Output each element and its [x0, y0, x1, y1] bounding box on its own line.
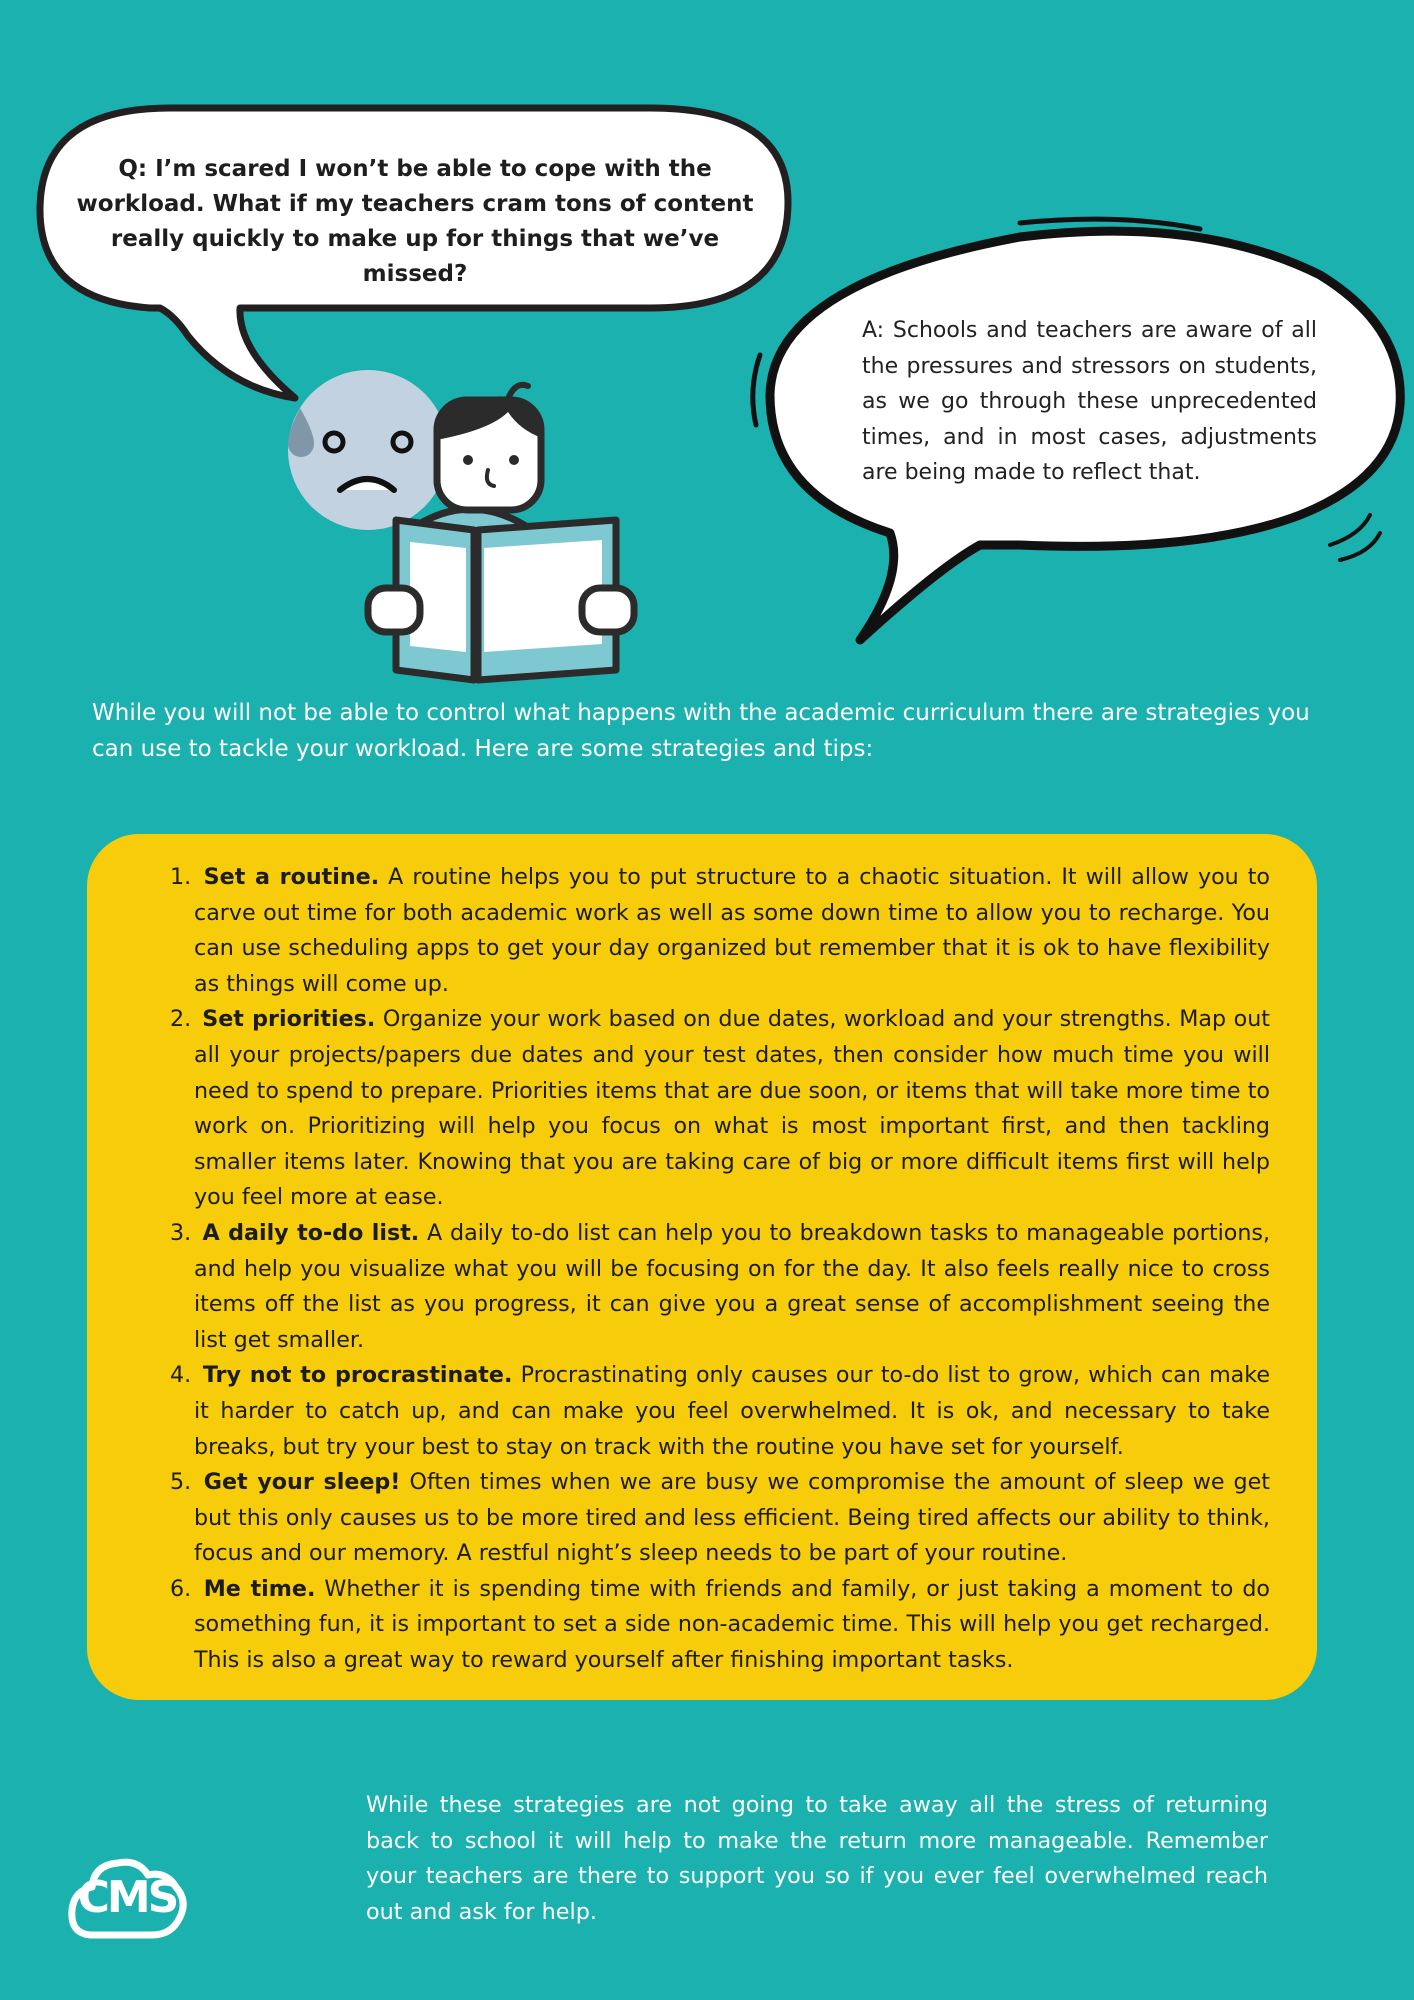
tip-title: Set a routine. [194, 864, 380, 890]
logo-text: CMS [77, 1872, 177, 1923]
answer-text: A: Schools and teachers are aware of all the pressures and stressors on students, as we go through these unprecedented times, and in most cases, adjustments are being made to reflect that. [862, 318, 1317, 485]
tip-title: Get your sleep! [194, 1469, 401, 1496]
tip-body: Organize your work based on due dates, workload and your strengths. Map out all your projects/papers due dates and your test dates, then consider how much time you will need to spend to prepare. Priorities items that are due soon, or items that will take more time to work on. Prioritizing will help you focus on what is most important first, and then tackling smaller items later. Knowing that you are taking care of big or more difficult items first will help you feel more at ease. [194, 1006, 1270, 1211]
tip-body: Whether it is spending time with friends and family, or just taking a moment to do something fun, it is important to set a side non-academic time. This will help you get recharged. This is also a great way to reward yourself after finishing important tasks. [194, 1575, 1270, 1674]
tip-item [170, 1572, 1270, 1679]
student-reading-icon [270, 360, 650, 690]
tip-title: A daily to-do list. [194, 1219, 420, 1246]
tip-item [170, 1216, 1270, 1358]
tip-body: A daily to-do list can help you to breakdown tasks to manageable portions, and help you visualize what you will be focusing on for the day. It also feels really nice to cross items off the list as you progress, it can give you a great sense of accomplishment seeing the list get smaller. [194, 1219, 1270, 1353]
tip-title: Set priorities. [194, 1006, 376, 1033]
tip-number: 6. [170, 1575, 192, 1602]
tip-item [170, 1358, 1270, 1465]
tip-number: 1. [170, 864, 192, 890]
tips-box [87, 834, 1317, 1700]
tip-title: Try not to procrastinate. [194, 1362, 513, 1389]
tip-body: Often times when we are busy we compromise the amount of sleep we get but this only causes us to be more tired and less efficient. Being tired affects our ability to think, focus and our memory. A restful night’s sleep needs to be part of your routine. [194, 1469, 1270, 1567]
tip-number: 2. [170, 1006, 192, 1033]
tip-number: 5. [170, 1469, 192, 1496]
tip-item [170, 860, 1270, 1002]
closing-text: While these strategies are not going to take away all the stress of returning back to school it will help to make the return more manageable. Remember your teachers are there to support you so if you ever feel overwhelmed reach out and ask for help. [366, 1792, 1268, 1925]
intro-text: While you will not be able to control what happens with the academic curriculum there are strategies you can use to tackle your workload. Here are some strategies and tips: [92, 700, 1310, 762]
tip-number: 3. [170, 1219, 192, 1246]
tip-item [170, 1465, 1270, 1572]
tip-number: 4. [170, 1362, 192, 1389]
question-text: Q: I’m scared I won’t be able to cope with the workload. What if my teachers cram tons of content really quickly to make up for things that we’ve missed? [76, 156, 754, 287]
tips-list [170, 860, 1270, 1679]
tip-body: Procrastinating only causes our to-do list to grow, which can make it harder to catch up, and can make you feel overwhelmed. It is ok, and necessary to take breaks, but try your best to stay on track with the routine you have set for yourself. [194, 1362, 1270, 1460]
tip-item [170, 1002, 1270, 1216]
worried-face-icon [288, 370, 448, 530]
tip-body: A routine helps you to put structure to a chaotic situation. It will allow you to carve out time for both academic work as well as some down time to allow you to recharge. You can use scheduling apps to get your day organized but remember that it is ok to have flexibility as things will come up. [194, 864, 1270, 997]
tip-title: Me time. [194, 1575, 316, 1602]
